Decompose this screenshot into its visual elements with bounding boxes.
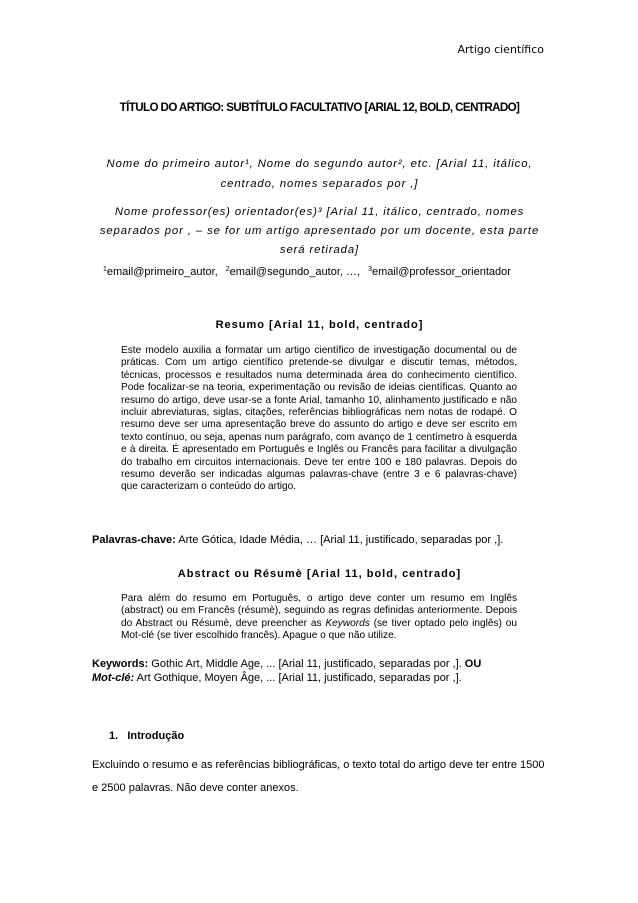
abstract-heading: Abstract ou Résumè [Arial 11, bold, centrado] bbox=[177, 568, 462, 580]
palavras-chave-value: Arte Gótica, Idade Média, … [Arial 11, justificado, separadas por ,]. bbox=[175, 534, 504, 546]
mot-cle-label: Mot-clé: bbox=[92, 672, 135, 684]
keywords-value: Gothic Art, Middle Age, ... [Arial 11, justificado, separadas por ,]. bbox=[148, 658, 462, 670]
mot-cle-value: Art Gothique, Moyen Âge, ... [Arial 11, justificado, separadas por ,]. bbox=[134, 672, 462, 684]
section-1-text: Excluindo o resumo e as referências bibliográficas, o texto total do artigo deve ter entre 1500 e 2500 palavras. Não deve conter anexos. bbox=[92, 759, 545, 794]
emails-line bbox=[103, 266, 511, 278]
resumo-heading: Resumo [Arial 11, bold, centrado] bbox=[215, 319, 424, 331]
article-title: TÍTULO DO ARTIGO: SUBTÍTULO FACULTATIVO [ARIAL 12, BOLD, CENTRADO] bbox=[119, 101, 520, 114]
abstract-text-before: Para além do resumo em Português, o artigo deve conter um resumo em Inglês (abstract) ou em Francês (résumè), seguindo as regras definidas anteriormente. Depois do Abstract ou Résumè, deve preencher as bbox=[121, 593, 517, 629]
email-sup-1: 1 bbox=[103, 266, 107, 273]
abstract-text-after: (se tiver optado pelo inglês) ou Mot-clé (se tiver escolhido francês). Apague o que não utilize. bbox=[121, 617, 517, 642]
email-sup-2: 2 bbox=[225, 266, 230, 273]
abstract-text-italic: Keywords bbox=[325, 617, 370, 629]
email-2: email@segundo_autor, …, bbox=[229, 266, 361, 278]
email-sup-3: 3 bbox=[368, 266, 372, 273]
palavras-chave-line bbox=[92, 533, 547, 547]
advisor-line: Nome professor(es) orientador(es)³ [Arial 11, itálico, centrado, nomes separados por , – se for um artigo apresentado por um docente, esta parte será retirada] bbox=[99, 206, 540, 256]
resumo-text: Este modelo auxilia a formatar um artigo científico de investigação documental ou de práticas. Com um artigo científico pretende-se divulgar e discutir temas, métodos, técnicas, processos e resultados numa determinada área do conhecimento científico. Pode focalizar-se na teoria, experimentação ou revisão de ideias científicas. Quanto ao resumo do artigo, deve usar-se a fonte Arial, tamanho 10, alinhamento justificado e não incluir abreviaturas, siglas, citações, referências bibliográficas nem notas de rodapé. O resumo deve ser uma apresentação breve do assunto do artigo e deve ser escrito em texto contínuo, ou seja, apenas num parágrafo, com avanço de 1 centímetro à esquerda e à direita. É apresentado em Português e Inglês ou Francês para facilitar a divulgação do trabalho em circuitos internacionais. Deve ter entre 100 e 180 palavras. Depois do resumo deverão ser indicadas algumas palavras-chave (entre 3 e 6 palavras-chave) que caracterizam o conteúdo do artigo. bbox=[121, 345, 517, 493]
palavras-chave-label: Palavras-chave: bbox=[92, 534, 176, 546]
abstract-text bbox=[121, 593, 517, 643]
running-header: Artigo científico bbox=[457, 43, 544, 56]
email-1: email@primeiro_autor, bbox=[106, 266, 218, 278]
keywords-ou: OU bbox=[461, 658, 482, 670]
section-1-heading: 1. Introdução bbox=[109, 730, 185, 742]
email-3: email@professor_orientador bbox=[371, 266, 511, 278]
keywords-label: Keywords: bbox=[92, 658, 149, 670]
authors-line: Nome do primeiro autor¹, Nome do segundo autor², etc. [Arial 11, itálico, centrado, nomes separados por ,] bbox=[106, 158, 533, 190]
keywords-block bbox=[92, 657, 547, 685]
